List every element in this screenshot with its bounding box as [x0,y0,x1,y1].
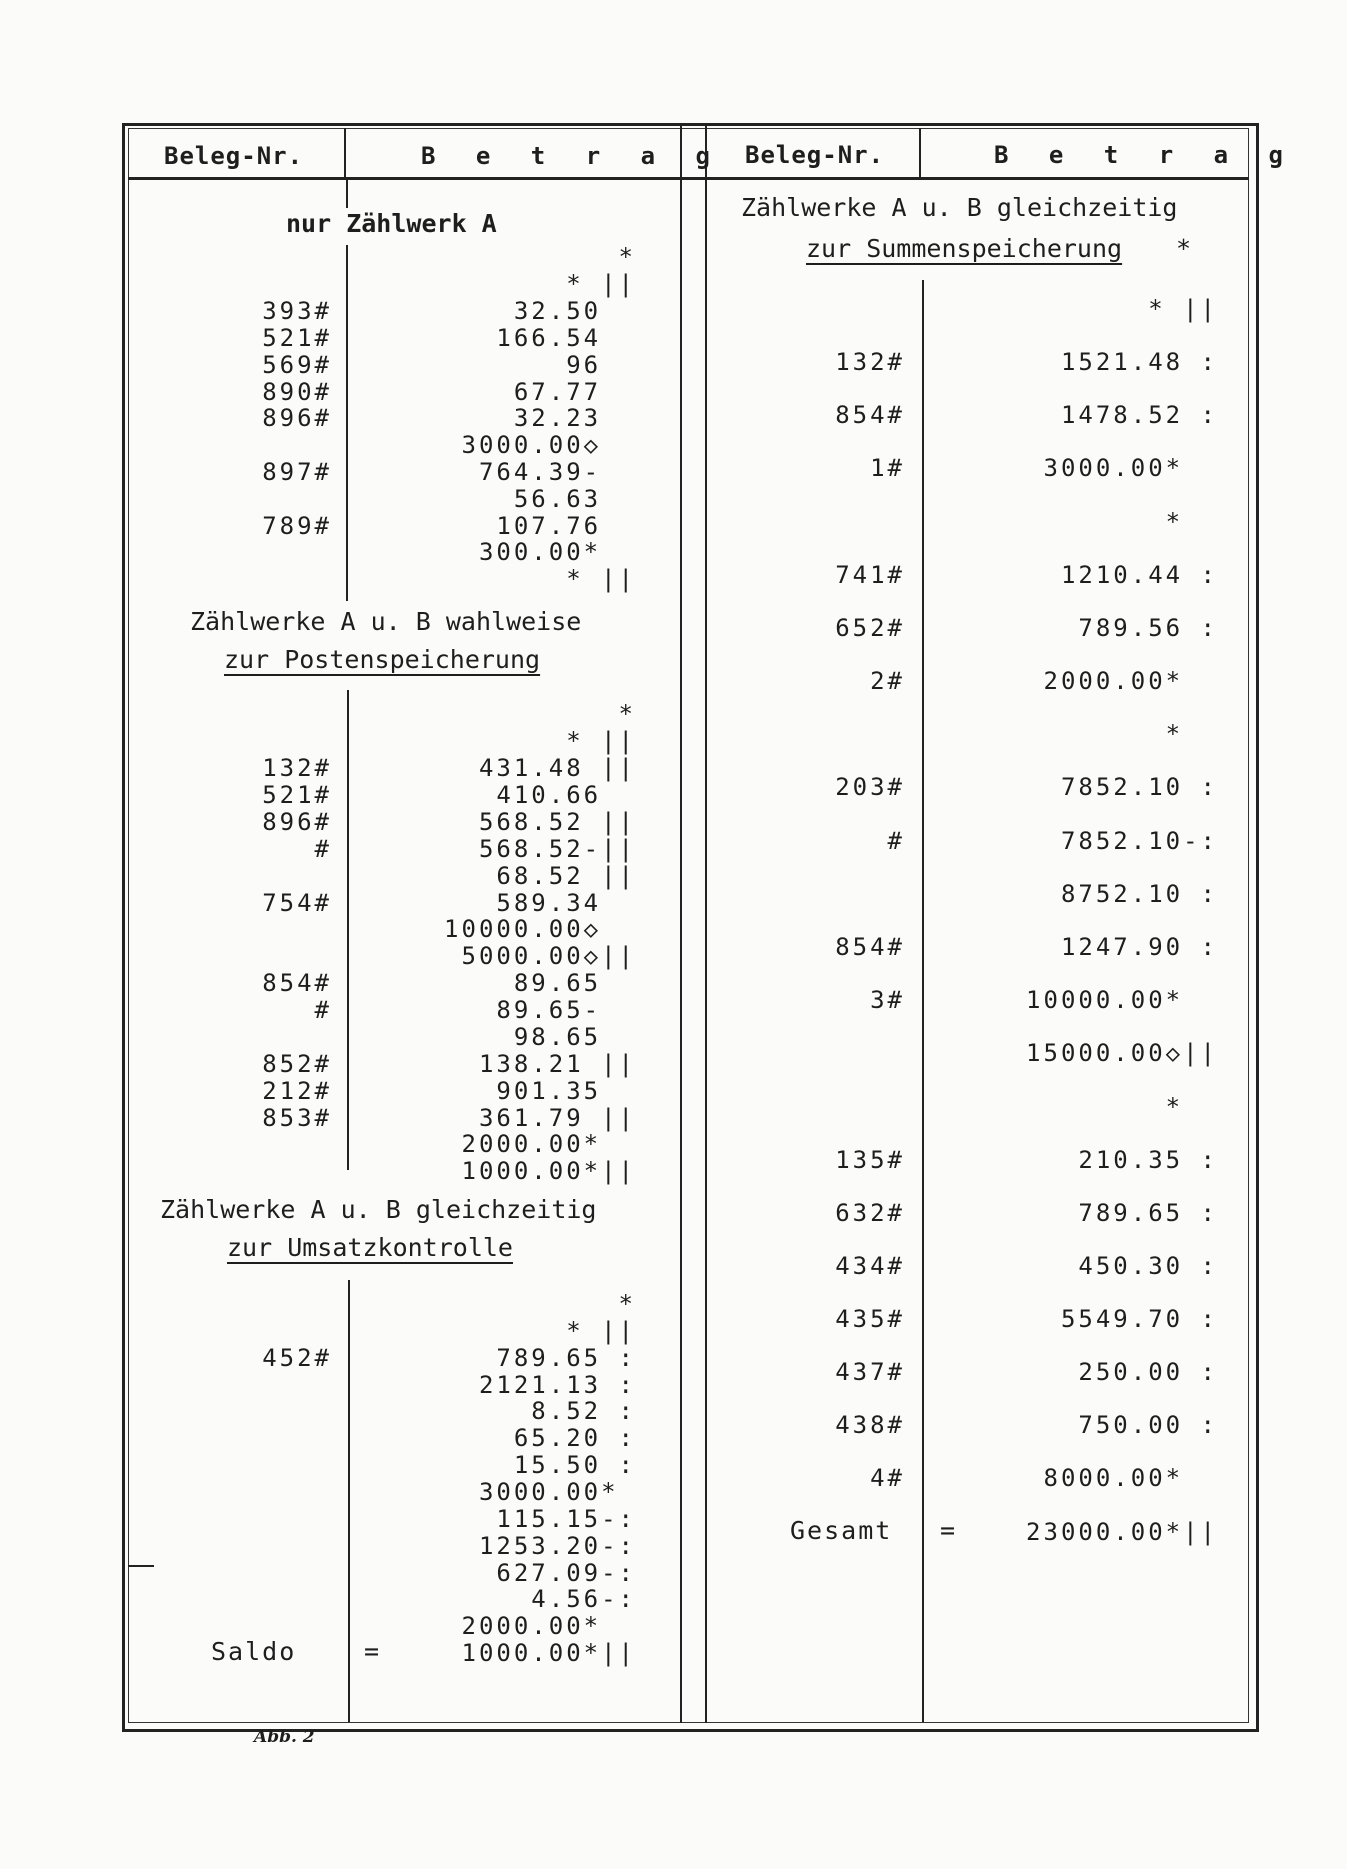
left-betrag-value: 300.00* [478,538,636,566]
right-betrag-value: 7852.10-: [1060,827,1218,855]
left-betrag-value: 138.21 || [478,1050,636,1078]
left-betrag-value: 1000.00*|| [461,1639,636,1667]
left-betrag-value: 107.76 [496,512,636,540]
left-betrag-value: 3000.00◇ [461,431,636,459]
left-column-divider-seg-2 [346,245,348,601]
section-summe-star: * [1176,234,1192,263]
left-betrag-value: 166.54 [496,324,636,352]
left-betrag-value: * [618,700,636,728]
right-beleg-nr: 135# [835,1146,905,1174]
right-betrag-value: 3000.00* [1043,454,1218,482]
section-wahlweise-line-1: Zählwerke A u. B wahlweise [190,607,582,636]
right-beleg-nr: 203# [835,773,905,801]
right-header-column-divider [919,128,921,178]
right-betrag-value: 1521.48 : [1060,348,1218,376]
left-betrag-value: * || [566,1317,636,1345]
right-betrag-value: 1210.44 : [1060,561,1218,589]
left-betrag-value: 2121.13 : [478,1371,636,1399]
right-beleg-nr: 3# [870,986,905,1014]
left-betrag-value: 98.65 [513,1023,636,1051]
left-betrag-value: * || [566,727,636,755]
left-betrag-value: 96 [566,351,636,379]
section-umsatz-line-1: Zählwerke A u. B gleichzeitig [160,1195,597,1224]
left-beleg-nr: 853# [262,1104,332,1132]
right-betrag-value: * [1165,1093,1218,1121]
right-betrag-value: 10000.00* [1026,986,1218,1014]
right-total-label: Gesamt [790,1516,893,1545]
right-betrag-value: 7852.10 : [1060,773,1218,801]
right-beleg-nr: 854# [835,933,905,961]
right-betrag-value: 8000.00* [1043,1464,1218,1492]
left-beleg-nr: 897# [262,458,332,486]
right-betrag-value: 789.56 : [1078,614,1218,642]
right-betrag-value: * [1165,720,1218,748]
section-summe-line-2: zur Summenspeicherung [806,234,1123,263]
left-betrag-value: 56.63 [513,485,636,513]
section-wahlweise-line-2: zur Postenspeicherung [224,645,541,674]
left-column-divider-seg-3 [347,690,349,1170]
right-beleg-nr: 652# [835,614,905,642]
left-beleg-nr: 854# [262,969,332,997]
left-betrag-value: * [618,1290,636,1318]
left-betrag-value: 410.66 [496,781,636,809]
left-betrag-value: 589.34 [496,889,636,917]
right-betrag-value: * || [1148,295,1218,323]
header-betrag-right: B e t r a g [994,141,1296,169]
right-beleg-nr: # [887,827,905,855]
right-beleg-nr: 435# [835,1305,905,1333]
left-betrag-value: 901.35 [496,1077,636,1105]
left-beleg-nr: 393# [262,297,332,325]
right-betrag-value: 5549.70 : [1060,1305,1218,1333]
right-beleg-nr: 2# [870,667,905,695]
left-betrag-value: 65.20 : [513,1424,636,1452]
right-betrag-value: 1247.90 : [1060,933,1218,961]
left-header-column-divider [344,128,346,178]
right-beleg-nr: 438# [835,1411,905,1439]
right-betrag-value: 250.00 : [1078,1358,1218,1386]
left-betrag-value: * || [566,565,636,593]
section-umsatz-line-2: zur Umsatzkontrolle [227,1233,513,1262]
right-betrag-value: 23000.00*|| [1026,1518,1218,1546]
figure-caption: Abb. 2 [254,1727,315,1747]
header-beleg-nr-left: Beleg-Nr. [164,142,304,170]
left-beleg-nr: 852# [262,1050,332,1078]
left-betrag-value: 115.15-: [496,1505,636,1533]
left-betrag-value: 8.52 : [531,1397,636,1425]
right-beleg-nr: 434# [835,1252,905,1280]
left-margin-tick [128,1565,154,1567]
right-betrag-value: 750.00 : [1078,1411,1218,1439]
section-nur-zaehlwerk-a: nur Zählwerk A [286,209,497,238]
left-beleg-nr: 890# [262,378,332,406]
left-beleg-nr: 754# [262,889,332,917]
left-column-divider-seg-1 [346,180,348,208]
left-betrag-value: 3000.00* [478,1478,636,1506]
right-betrag-value: 2000.00* [1043,667,1218,695]
left-betrag-value: 1253.20-: [478,1532,636,1560]
left-betrag-value: * [618,243,636,271]
left-betrag-value: 4.56-: [531,1585,636,1613]
left-betrag-value: 627.09-: [496,1559,636,1587]
left-beleg-nr: 896# [262,404,332,432]
left-beleg-nr: 132# [262,754,332,782]
left-beleg-nr: 569# [262,351,332,379]
right-betrag-value: 450.30 : [1078,1252,1218,1280]
left-betrag-value: * || [566,270,636,298]
left-betrag-value: 2000.00* [461,1612,636,1640]
center-divider-right [705,126,707,1723]
header-betrag-left: B e t r a g [421,142,723,170]
left-betrag-value: 1000.00*|| [461,1157,636,1185]
left-beleg-nr: 896# [262,808,332,836]
left-betrag-value: 2000.00* [461,1130,636,1158]
left-betrag-value: 789.65 : [496,1344,636,1372]
right-beleg-nr: 854# [835,401,905,429]
left-beleg-nr: 452# [262,1344,332,1372]
right-betrag-value: 789.65 : [1078,1199,1218,1227]
left-betrag-value: 10000.00◇ [444,915,636,943]
left-betrag-value: 568.52-|| [478,835,636,863]
right-betrag-value: 8752.10 : [1060,880,1218,908]
right-beleg-nr: 437# [835,1358,905,1386]
left-betrag-value: 15.50 : [513,1451,636,1479]
header-separator-thin [128,179,1249,180]
left-total-equals: = [364,1637,382,1666]
left-betrag-value: 32.50 [513,297,636,325]
right-total-equals: = [940,1516,958,1545]
right-betrag-value: 1478.52 : [1060,401,1218,429]
left-beleg-nr: 521# [262,324,332,352]
left-beleg-nr: # [314,996,332,1024]
right-column-divider [922,280,924,1722]
left-betrag-value: 68.52 || [496,862,636,890]
section-summe-line-1: Zählwerke A u. B gleichzeitig [741,193,1178,222]
left-beleg-nr: 789# [262,512,332,540]
left-beleg-nr: 521# [262,781,332,809]
right-beleg-nr: 4# [870,1464,905,1492]
left-betrag-value: 431.48 || [478,754,636,782]
left-betrag-value: 67.77 [513,378,636,406]
left-beleg-nr: 212# [262,1077,332,1105]
right-betrag-value: 210.35 : [1078,1146,1218,1174]
left-betrag-value: 32.23 [513,404,636,432]
left-betrag-value: 89.65- [496,996,636,1024]
center-divider-left [680,126,682,1723]
left-betrag-value: 361.79 || [478,1104,636,1132]
right-betrag-value: 15000.00◇|| [1026,1039,1218,1067]
left-betrag-value: 5000.00◇|| [461,942,636,970]
right-beleg-nr: 132# [835,348,905,376]
left-column-divider-seg-4 [348,1280,350,1722]
left-betrag-value: 568.52 || [478,808,636,836]
left-total-label: Saldo [211,1637,297,1666]
left-betrag-value: 764.39- [478,458,636,486]
right-beleg-nr: 1# [870,454,905,482]
left-beleg-nr: # [314,835,332,863]
header-beleg-nr-right: Beleg-Nr. [745,141,885,169]
left-betrag-value: 89.65 [513,969,636,997]
right-beleg-nr: 632# [835,1199,905,1227]
right-beleg-nr: 741# [835,561,905,589]
right-betrag-value: * [1165,508,1218,536]
